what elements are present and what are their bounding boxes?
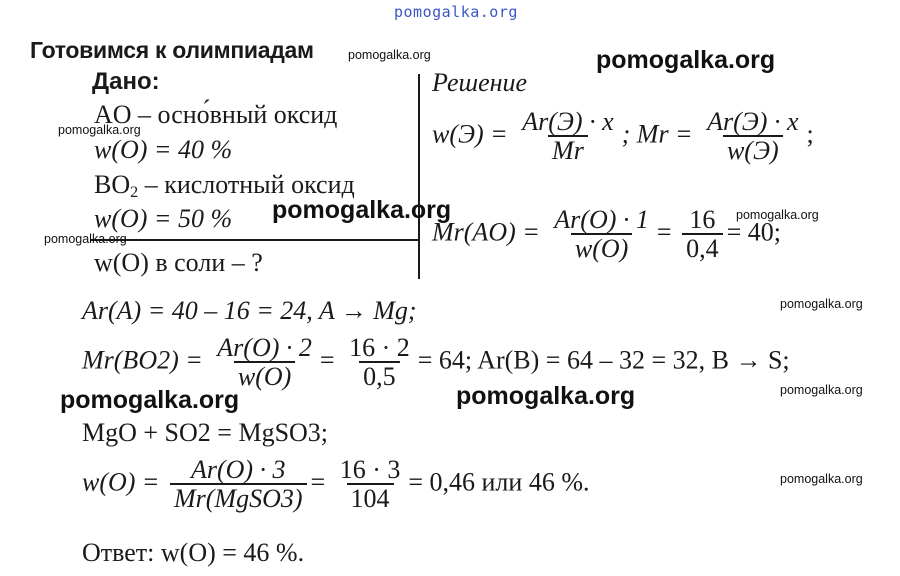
given-line-4: w(O) = 50 % (94, 204, 233, 233)
fraction-numerator: Ar(O) · 2 (217, 333, 312, 362)
answer: Ответ: w(O) = 46 %. (82, 538, 305, 567)
formula-mid: ; Mr = (621, 119, 693, 149)
fraction-numerator: Ar(O) · 1 (554, 205, 649, 234)
fraction-denominator: 104 (347, 483, 394, 512)
formula-lhs: w(O) = (82, 467, 160, 497)
watermark-top: pomogalka.org (394, 3, 518, 21)
watermark-small: pomogalka.org (780, 297, 863, 311)
fraction-numerator: 16 (689, 205, 716, 234)
fraction (550, 206, 653, 263)
fraction-numerator: 16 · 3 (339, 455, 401, 484)
formula-lhs: w(Э) = (432, 119, 508, 149)
watermark-small: pomogalka.org (58, 123, 141, 137)
fraction (518, 108, 617, 165)
fraction-numerator: 16 · 2 (349, 333, 410, 362)
watermark-small: pomogalka.org (780, 383, 863, 397)
given-line-3-sub: 2 (130, 184, 139, 202)
fraction-numerator: Ar(O) · 3 (190, 455, 286, 484)
watermark-small: pomogalka.org (736, 208, 819, 222)
fraction-numerator: Ar(Э) · x (707, 107, 799, 136)
formula-lhs: Mr(BO2) = (82, 345, 203, 375)
watermark-big: pomogalka.org (596, 46, 776, 74)
formula-end: ; (806, 119, 814, 149)
watermark-big: pomogalka.org (272, 196, 452, 224)
given-line-2: w(O) = 40 % (94, 135, 233, 164)
formula-mr-bo2 (82, 334, 790, 391)
reaction-equation: MgO + SO2 = MgSO3; (82, 418, 329, 447)
fraction-denominator: 0,4 (682, 233, 723, 262)
formula-mass-fraction (432, 108, 814, 165)
fraction (170, 456, 307, 513)
formula-mr-ao (432, 206, 781, 263)
watermark-small: pomogalka.org (348, 48, 431, 62)
page-title: Готовимся к олимпиадам (30, 37, 314, 63)
formula-result: = 64; Ar(B) = 64 – 32 = 32, B → S; (417, 345, 790, 375)
fraction (345, 334, 414, 391)
watermark-big: pomogalka.org (60, 386, 240, 414)
formula-eq: = (656, 217, 672, 247)
vertical-divider (418, 74, 420, 279)
solution-heading: Решение (432, 68, 528, 97)
fraction (682, 206, 723, 263)
given-question: w(O) в соли – ? (94, 248, 263, 277)
fraction-denominator: 0,5 (359, 361, 400, 390)
fraction-denominator: Mr (548, 135, 588, 164)
line-ar-a: Ar(A) = 40 – 16 = 24, A → Mg; (82, 296, 417, 325)
fraction-denominator: Mr(MgSO3) (170, 483, 307, 512)
given-line-3-text: – кислотный оксид (138, 170, 355, 199)
given-divider (90, 239, 418, 241)
fraction (213, 334, 316, 391)
fraction-denominator: w(O) (571, 233, 632, 262)
watermark-big: pomogalka.org (456, 382, 636, 410)
fraction-numerator: Ar(Э) · x (522, 107, 614, 136)
formula-w-salt (82, 456, 589, 513)
fraction-denominator: w(O) (234, 361, 295, 390)
watermark-small: pomogalka.org (780, 472, 863, 486)
watermark-small: pomogalka.org (44, 232, 127, 246)
formula-eq: = (310, 467, 326, 497)
given-line-1: AO – осно́вный оксид (94, 100, 338, 129)
formula-eq: = (319, 345, 335, 375)
given-heading: Дано: (92, 68, 160, 95)
fraction-denominator: w(Э) (723, 135, 783, 164)
formula-result: = 0,46 или 46 %. (408, 467, 590, 497)
formula-result: = 40; (726, 217, 781, 247)
formula-lhs: Mr(AO) = (432, 217, 540, 247)
fraction (703, 108, 802, 165)
fraction (336, 456, 405, 513)
given-line-3-formula: BO (94, 170, 131, 199)
